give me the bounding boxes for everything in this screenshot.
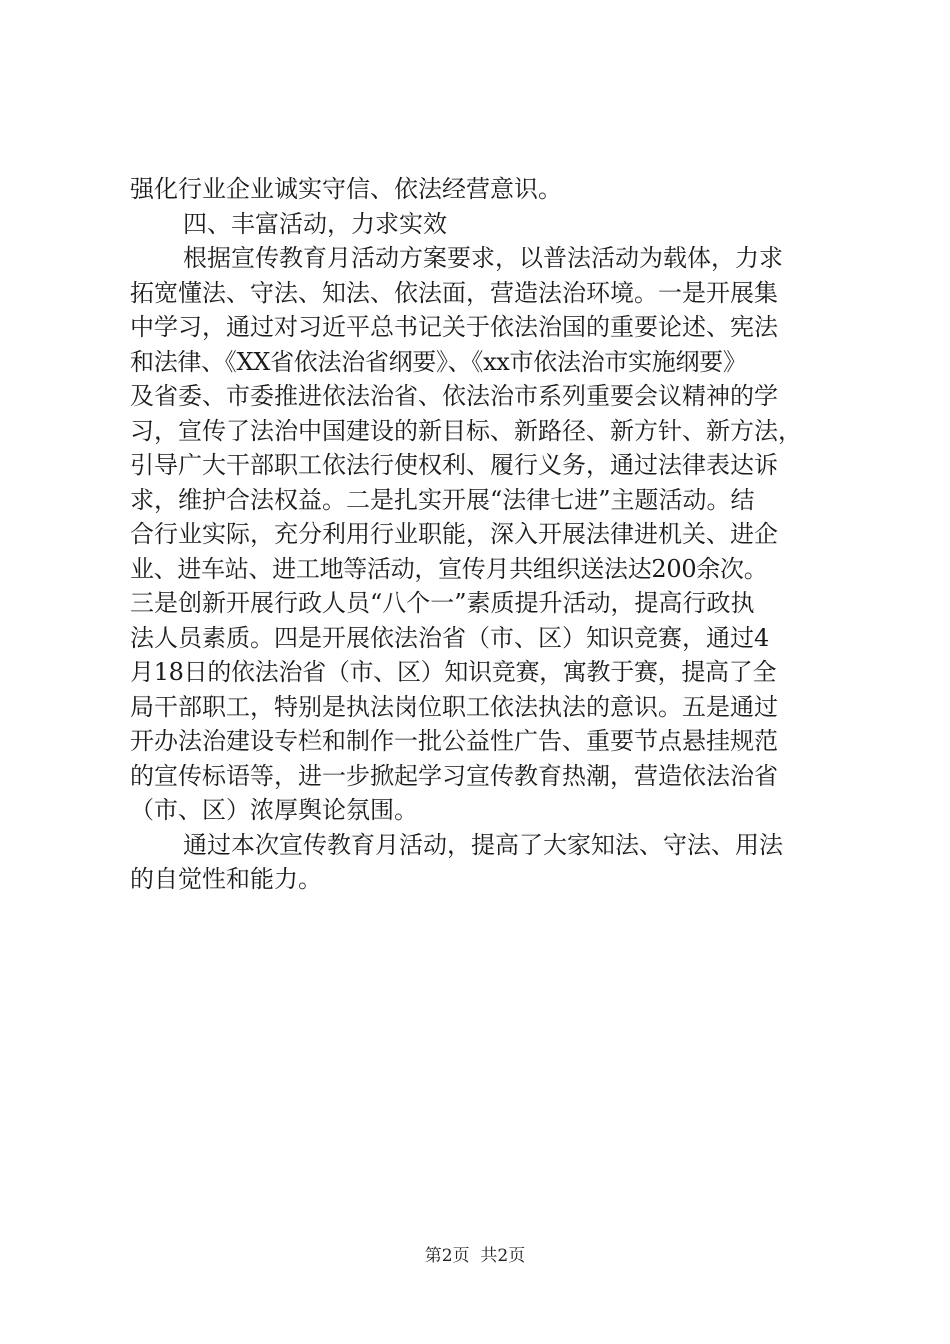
body-text	[130, 172, 830, 897]
text-line: 强化行业企业诚实守信、依法经营意识。	[130, 175, 562, 203]
text-line: 和法律、《XX省依法治省纲要》、《xx市依法治市实施纲要》	[130, 347, 747, 376]
page-footer	[0, 1245, 950, 1267]
text-line: 合行业实际，充分利用行业职能，深入开展法律进机关、进企	[130, 520, 778, 548]
text-line: 中学习，通过对习近平总书记关于依法治国的重要论述、宪法	[130, 313, 778, 341]
text-line: 局干部职工，特别是执法岗位职工依法执法的意识。五是通过	[130, 692, 778, 721]
text-line: 三是创新开展行政人员“八个一”素质提升活动，提高行政执	[130, 589, 755, 617]
text-line: 法人员素质。四是开展依法治省（市、区）知识竞赛，通过4	[130, 623, 770, 652]
text-line: 的自觉性和能力。	[130, 865, 322, 893]
text-line: 开办法治建设专栏和制作一批公益性广告、重要节点悬挂规范	[130, 727, 778, 755]
text-line: 的宣传标语等，进一步掀起学习宣传教育热潮，营造依法治省	[130, 761, 778, 790]
text-line: 拓宽懂法、守法、知法、依法面，营造法治环境。一是开展集	[130, 278, 778, 307]
text-line: 引导广大干部职工依法行使权利、履行义务，通过法律表达诉	[130, 451, 778, 479]
section-heading: 四、丰富活动，力求实效	[183, 209, 447, 238]
text-line: 月18日的依法治省（市、区）知识竞赛，寓教于赛，提高了全	[130, 658, 777, 686]
text-line: （市、区）浓厚舆论氛围。	[130, 796, 418, 824]
page-number-label: 第2页 共2页	[424, 1246, 526, 1266]
paragraph-start: 根据宣传教育月活动方案要求，以普法活动为载体，力求	[183, 244, 783, 272]
text-line: 业、进车站、进工地等活动，宣传月共组织送法达200余次。	[130, 554, 768, 583]
paragraph-start: 通过本次宣传教育月活动，提高了大家知法、守法、用法	[183, 830, 783, 859]
text-line: 求，维护合法权益。二是扎实开展“法律七进”主题活动。结	[130, 485, 755, 514]
text-line: 及省委、市委推进依法治省、依法治市系列重要会议精神的学	[130, 382, 778, 410]
text-line: 习，宣传了法治中国建设的新目标、新路径、新方针、新方法，	[130, 416, 802, 445]
